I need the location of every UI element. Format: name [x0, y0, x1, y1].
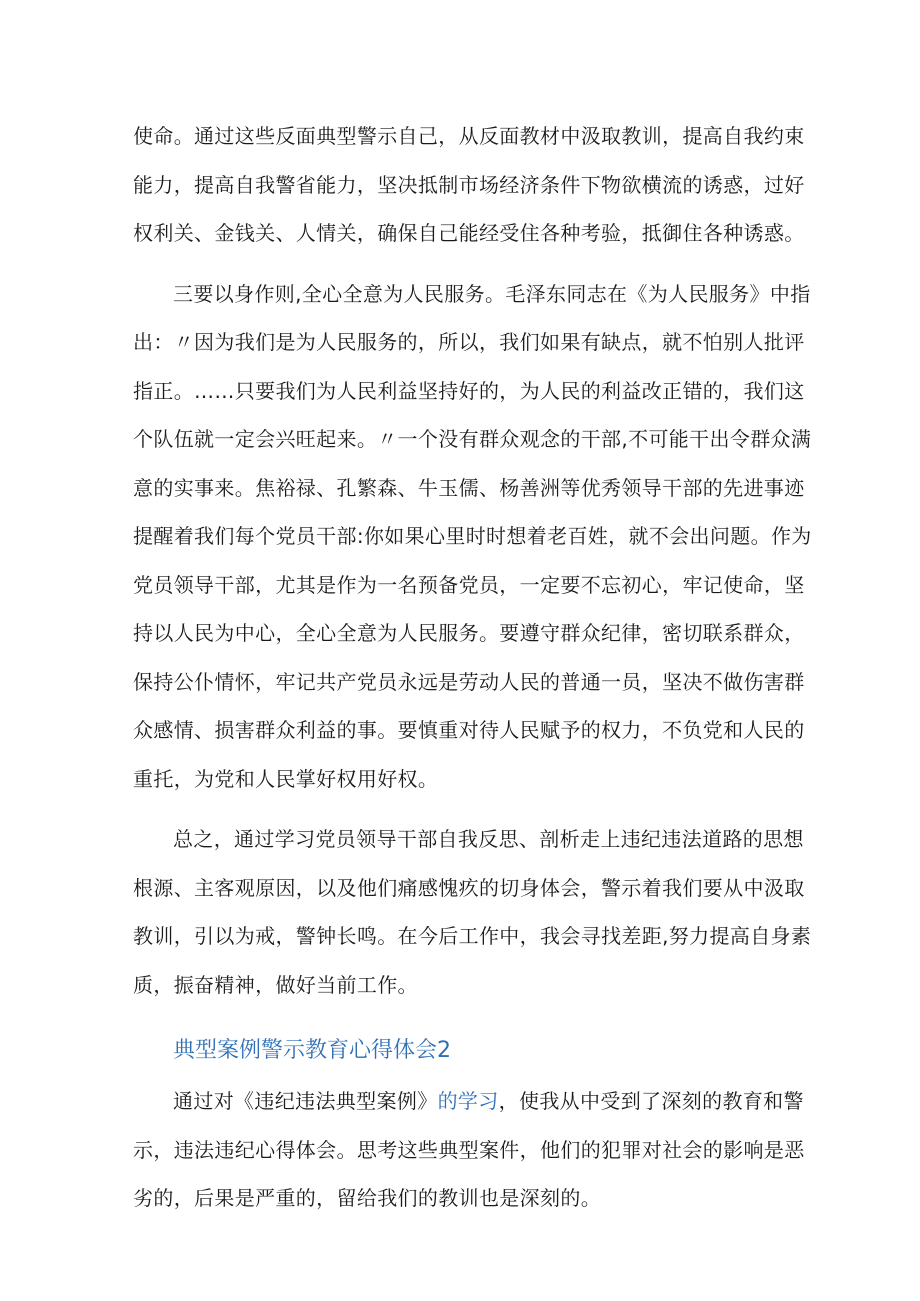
- study-link[interactable]: 的学习: [437, 1089, 499, 1113]
- paragraph-4: [133, 1077, 824, 1223]
- paragraph-1: 使命。通过这些反面典型警示自己，从反面教材中汲取教训，提高自我约束能力，提高自我警省能力，坚决抵制市场经济条件下物欲横流的诱惑，过好权利关、金钱关、人情关，确保自己能经受住各种考验，抵御住各种诱惑。: [133, 124, 805, 245]
- paragraph-4-text-end: ，使我从中受到了深刻的教育和警示，违法违纪心得体会。思考这些典型案件，他们的犯罪对社会的影响是恶劣的，后果是严重的，留给我们的教训也是深刻的。: [133, 1089, 805, 1210]
- paragraph-3: 总之，通过学习党员领导干部自我反思、剖析走上违纪违法道路的思想根源、主客观原因，以及他们痛感愧疚的切身体会，警示着我们要从中汲取教训，引以为戒，警钟长鸣。在今后工作中，我会寻找差距,努力提高自身素质，振奋精神，做好当前工作。: [133, 827, 812, 997]
- section-heading: 典型案例警示教育心得体会2: [173, 1038, 451, 1063]
- paragraph-2: 三要以身作则,全心全意为人民服务。毛泽东同志在《为人民服务》中指出：〃因为我们是为人民服务的，所以，我们如果有缺点，就不怕别人批评指正。……只要我们为人民利益坚持好的，为人民的利益改正错的，我们这个队伍就一定会兴旺起来。〃一个没有群众观念的干部,不可能干出令群众满意的实事来。焦裕禄、孔繁森、牛玉儒、杨善洲等优秀领导干部的先进事迹提醒着我们每个党员干部:你如果心里时时想着老百姓，就不会出问题。作为党员领导干部，尤其是作为一名预备党员，一定要不忘初心，牢记使命，坚持以人民为中心，全心全意为人民服务。要遵守群众纪律，密切联系群众，保持公仆情怀，牢记共产党员永远是劳动人民的普通一员，坚决不做伤害群众感情、损害群众利益的事。要慎重对待人民赋予的权力，不负党和人民的重托，为党和人民掌好权用好权。: [133, 281, 812, 791]
- paragraph-4-text-start: 通过对《违纪违法典型案例》: [173, 1089, 438, 1113]
